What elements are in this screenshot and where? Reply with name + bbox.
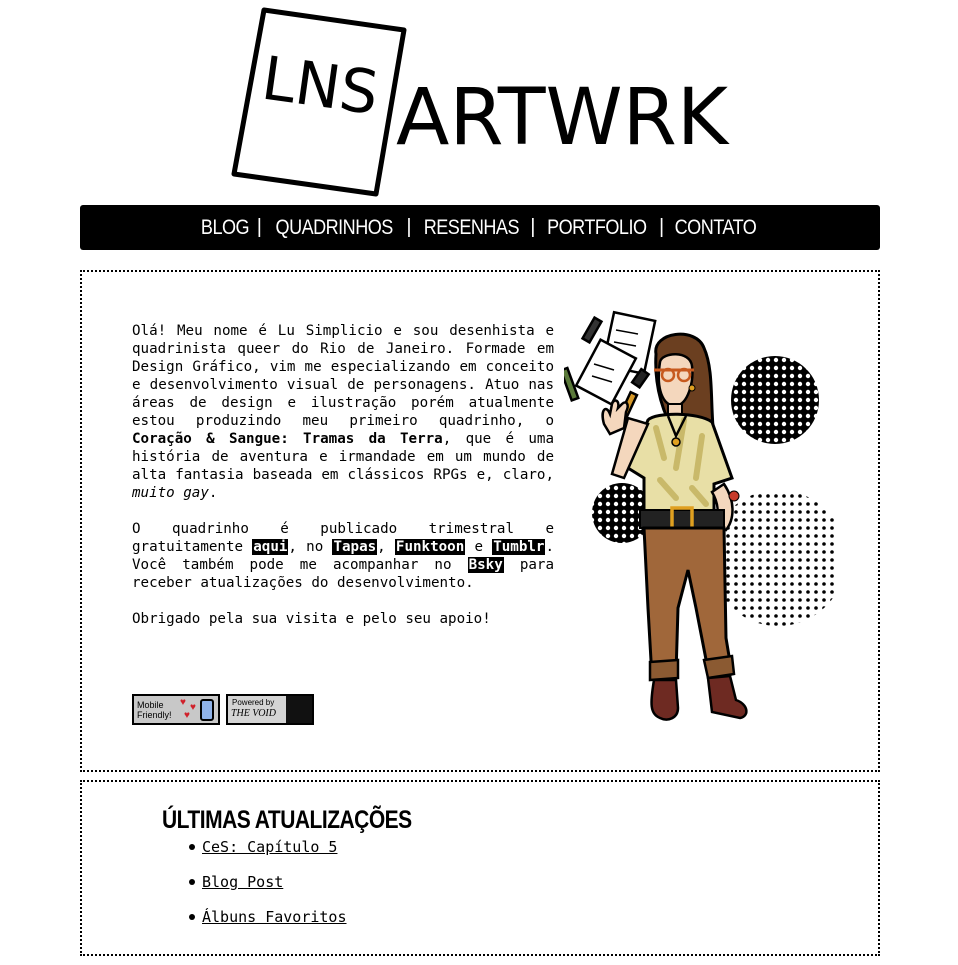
update-link-blog-post[interactable]: Blog Post [202, 873, 284, 891]
intro-paragraph-2 [132, 520, 554, 592]
nav-blog[interactable]: BLOG [200, 215, 249, 239]
update-link-albuns[interactable]: Álbuns Favoritos [202, 908, 347, 926]
updates-title: ÚLTIMAS ATUALIZAÇÕES [162, 806, 412, 834]
nav-contato[interactable]: CONTATO [674, 215, 757, 239]
site-logo[interactable] [228, 6, 738, 198]
intro-paragraph-1 [132, 322, 554, 502]
nav-separator: | [406, 216, 412, 238]
badges [132, 694, 314, 725]
floating-sketches [564, 312, 655, 422]
list-item [202, 838, 347, 856]
link-bsky[interactable]: Bsky [468, 557, 503, 573]
intro-text-span: para receber atualizações do desenvolvimento. [132, 557, 554, 591]
logo-rest-text: ARTWRK [396, 73, 728, 163]
updates-list [202, 838, 347, 943]
void-badge-block [286, 696, 312, 723]
void-badge-line1: Powered by [232, 698, 275, 707]
emphasis-text: muito gay [132, 485, 209, 501]
intro-text-span: . Você também pode me acompanhar no [132, 539, 554, 573]
mobile-friendly-badge[interactable] [132, 694, 220, 725]
badge-line: Friendly! [137, 710, 172, 720]
void-badge-line2: THE VOID [231, 708, 276, 719]
heart-icon: ♥ [180, 697, 186, 708]
logo-graphic [228, 6, 738, 198]
link-funktoon[interactable]: Funktoon [395, 539, 465, 555]
comic-title: Coração & Sangue: Tramas da Terra [132, 431, 443, 447]
phone-icon [200, 699, 214, 721]
heart-icon: ♥ [190, 702, 196, 713]
list-item [202, 908, 347, 926]
intro-text-span: e [465, 539, 493, 555]
intro-text-span: . [208, 485, 218, 501]
badge-line: Mobile [137, 700, 164, 710]
nav-resenhas[interactable]: RESENHAS [423, 215, 519, 239]
mobile-badge-text [137, 700, 172, 720]
nav-separator: | [256, 216, 262, 238]
link-aqui[interactable]: aqui [253, 539, 288, 555]
link-tumblr[interactable]: Tumblr [493, 539, 545, 555]
update-link-capitulo[interactable]: CeS: Capítulo 5 [202, 838, 338, 856]
intro-section [80, 270, 880, 772]
intro-text-span: , no [288, 539, 333, 555]
intro-text-span: , [377, 539, 395, 555]
nav-portfolio[interactable]: PORTFOLIO [547, 215, 647, 239]
intro-text [132, 322, 554, 646]
logo-box-text: LNS [257, 43, 383, 130]
powered-by-void-badge[interactable] [226, 694, 314, 725]
nav-separator: | [659, 216, 665, 238]
character-illustration [564, 308, 834, 744]
updates-section [80, 780, 880, 956]
intro-text-span: Olá! Meu nome é Lu Simplicio e sou desenhista e quadrinista queer do Rio de Janeiro. Formade em Design Gráfico, vim me especializando em conceito e desenvolvimento visual de personagens. Atuo nas áreas de design e ilustração porém atualmente estou produzindo meu primeiro quadrinho, o [132, 323, 554, 429]
intro-text-span: , que é uma história de aventura e irmandade em um mundo de alta fantasia baseada em clássicos RPGs e, claro, [132, 431, 555, 483]
main-nav [80, 205, 880, 250]
nav-separator: | [530, 216, 536, 238]
halftone-circle-top [731, 356, 819, 444]
heart-icon: ♥ [184, 710, 190, 721]
intro-text-span: O quadrinho é publicado trimestral e gratuitamente [132, 521, 554, 555]
link-tapas[interactable]: Tapas [333, 539, 377, 555]
intro-paragraph-3: Obrigado pela sua visita e pelo seu apoio! [132, 611, 491, 627]
list-item [202, 873, 347, 891]
nav-quadrinhos[interactable]: QUADRINHOS [275, 215, 393, 239]
